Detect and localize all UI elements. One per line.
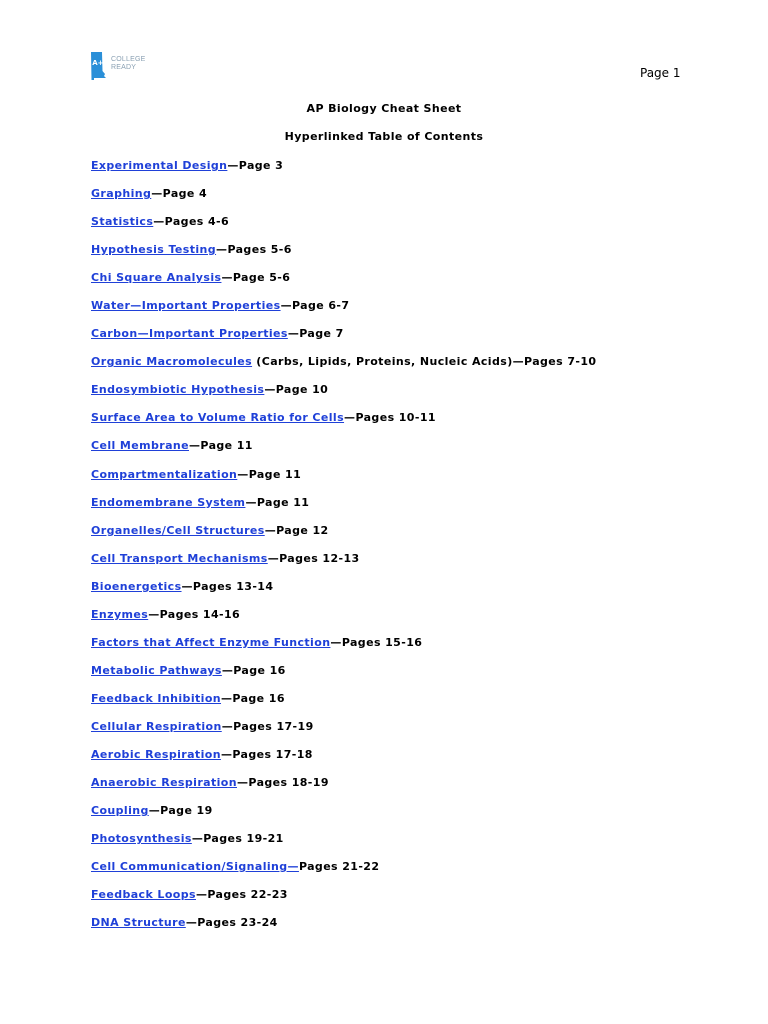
toc-link[interactable]: DNA Structure <box>91 916 186 930</box>
alabama-a-plus-logo-icon <box>90 52 108 80</box>
toc-page-ref: —Page 10 <box>264 383 329 397</box>
document-subtitle: Hyperlinked Table of Contents <box>284 130 484 143</box>
toc-link[interactable]: Factors that Affect Enzyme Function <box>91 635 331 649</box>
toc-entry <box>91 468 596 496</box>
toc-page-ref: —Pages 23-24 <box>185 916 278 930</box>
toc-entry <box>91 692 596 720</box>
toc-page-ref: —Pages 13-14 <box>181 579 274 593</box>
toc-page-ref: —Pages 19-21 <box>191 832 284 846</box>
page-number: Page 1 <box>640 66 681 80</box>
toc-link[interactable]: Chi Square Analysis <box>91 271 222 285</box>
toc-entry <box>91 832 596 860</box>
toc-page-ref: —Pages 15-16 <box>330 635 423 649</box>
toc-entry <box>91 916 596 944</box>
toc-link[interactable]: Metabolic Pathways <box>91 663 222 677</box>
toc-page-ref: —Page 16 <box>221 663 286 677</box>
toc-link[interactable]: Coupling <box>91 804 149 818</box>
toc-entry <box>91 299 596 327</box>
toc-page-ref: —Pages 22-23 <box>195 888 288 902</box>
toc-page-ref: —Pages 18-19 <box>237 776 329 790</box>
toc-page-ref: —Pages 17-18 <box>220 747 313 761</box>
toc-entry <box>91 608 596 636</box>
toc-page-ref: —Page 3 <box>227 159 284 172</box>
toc-entry <box>91 496 596 524</box>
toc-link[interactable]: Photosynthesis <box>91 832 192 846</box>
toc-link[interactable]: Carbon—Important Properties <box>91 327 288 341</box>
toc-link[interactable]: Cell Communication/Signaling— <box>91 860 299 874</box>
svg-text:A+: A+ <box>92 59 104 67</box>
toc-link[interactable]: Graphing <box>91 187 152 201</box>
logo-text-line2: READY <box>111 64 137 71</box>
toc-entry <box>91 243 596 271</box>
toc-page-ref: —Page 11 <box>189 439 253 453</box>
toc-page-ref: —Pages 4-6 <box>153 215 230 229</box>
toc-entry <box>91 776 596 804</box>
toc-page-ref: —Pages 10-11 <box>344 411 436 425</box>
logo-text <box>111 56 145 72</box>
toc-entry <box>91 439 596 467</box>
toc-link[interactable]: Endosymbiotic Hypothesis <box>91 383 265 397</box>
toc-page-ref: —Pages 17-19 <box>221 719 314 733</box>
toc-link[interactable]: Cell Transport Mechanisms <box>91 551 268 565</box>
toc-entry <box>91 411 596 439</box>
toc-page-ref: —Page 7 <box>287 327 344 341</box>
table-of-contents <box>91 159 596 944</box>
toc-entry <box>91 327 596 355</box>
toc-page-ref: —Pages 14-16 <box>148 607 241 621</box>
toc-link[interactable]: Compartmentalization <box>91 467 238 481</box>
toc-entry <box>91 187 596 215</box>
toc-link[interactable]: Anaerobic Respiration <box>91 776 237 790</box>
toc-entry <box>91 355 596 383</box>
toc-page-ref: Pages 21-22 <box>298 860 380 874</box>
toc-link[interactable]: Surface Area to Volume Ratio for Cells <box>91 411 345 425</box>
toc-link[interactable]: Experimental Design <box>91 159 228 172</box>
toc-entry <box>91 383 596 411</box>
toc-link[interactable]: Feedback Loops <box>91 888 196 902</box>
toc-page-ref: —Page 11 <box>237 467 302 481</box>
toc-link[interactable]: Bioenergetics <box>91 579 182 593</box>
college-ready-logo <box>90 52 150 80</box>
toc-link[interactable]: Water—Important Properties <box>91 299 281 313</box>
toc-page-ref: —Pages 5-6 <box>216 243 292 257</box>
toc-page-ref: —Page 6-7 <box>280 299 350 313</box>
toc-page-ref: —Pages 12-13 <box>267 551 360 565</box>
toc-link[interactable]: Organelles/Cell Structures <box>91 523 265 537</box>
toc-link[interactable]: Endomembrane System <box>91 495 246 509</box>
toc-link[interactable]: Aerobic Respiration <box>91 747 221 761</box>
toc-page-ref: —Page 5-6 <box>221 271 291 285</box>
toc-link[interactable]: Hypothesis Testing <box>91 243 217 257</box>
toc-page-ref: —Page 19 <box>148 804 213 818</box>
toc-page-ref: —Page 11 <box>245 495 310 509</box>
toc-entry <box>91 524 596 552</box>
toc-page-ref: —Page 12 <box>264 523 329 537</box>
document-title: AP Biology Cheat Sheet <box>306 102 462 115</box>
toc-entry <box>91 888 596 916</box>
toc-link[interactable]: Enzymes <box>91 607 149 621</box>
toc-entry <box>91 860 596 888</box>
toc-entry <box>91 159 596 187</box>
toc-entry <box>91 748 596 776</box>
toc-page-ref: —Page 16 <box>221 691 285 705</box>
toc-page-ref: (Carbs, Lipids, Proteins, Nucleic Acids)—Pages 7-10 <box>252 355 597 369</box>
toc-link[interactable]: Cellular Respiration <box>91 719 222 733</box>
toc-entry <box>91 215 596 243</box>
toc-entry <box>91 804 596 832</box>
toc-entry <box>91 552 596 580</box>
toc-entry <box>91 720 596 748</box>
toc-entry <box>91 636 596 664</box>
toc-entry <box>91 580 596 608</box>
toc-link[interactable]: Cell Membrane <box>91 439 189 453</box>
logo-text-line1: COLLEGE <box>111 56 146 63</box>
toc-link[interactable]: Organic Macromolecules <box>91 355 253 369</box>
toc-link[interactable]: Statistics <box>91 215 154 229</box>
toc-link[interactable]: Feedback Inhibition <box>91 691 222 705</box>
toc-page-ref: —Page 4 <box>151 187 208 201</box>
toc-entry <box>91 664 596 692</box>
toc-entry <box>91 271 596 299</box>
